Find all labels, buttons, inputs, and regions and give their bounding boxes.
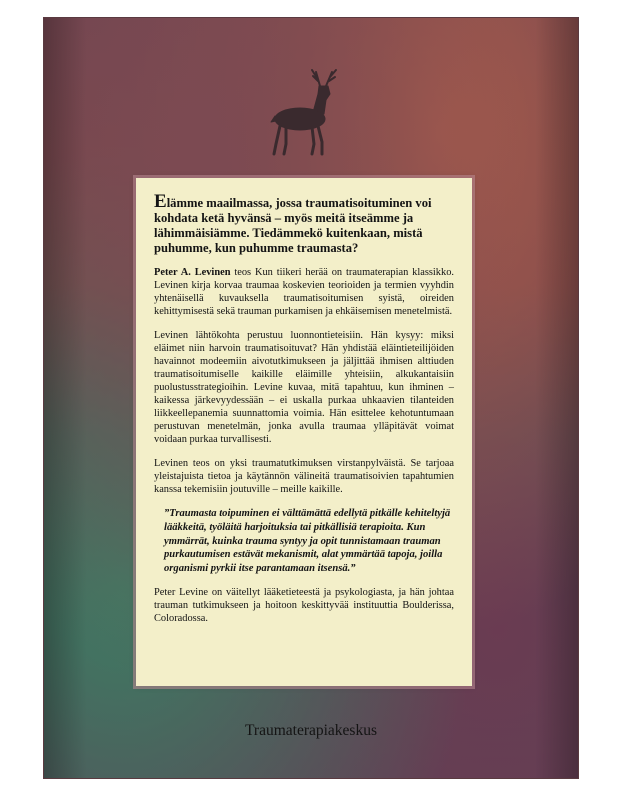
deer-icon [262,64,352,164]
book-back-cover [44,18,578,778]
intro-paragraph [154,266,454,318]
text-panel [136,178,472,686]
drop-cap: E [154,191,167,212]
intro-text: teos Kun tiikeri herää on traumaterapian klassikko. Levinen kirja korvaa traumaa koskevien teorioiden ja termien vyyhdin yhtenäisellä kuvauksella traumatisoitumisen syistä, oireiden kehittymisestä sekä trauman purkamisen ja ehkäisemisen menetelmistä. [154,267,454,318]
milestone-paragraph: Levinen teos on yksi traumatutkimuksen virstanpylväistä. Se tarjoaa yleistajuista tietoa ja käytännön välineitä traumatisoivien tapahtumien kanssa tekemisiin joutuville – meille kaikille. [154,458,454,496]
publisher-name: Traumaterapiakeskus [244,722,377,739]
lead-paragraph [154,192,454,256]
quote-paragraph: ”Traumasta toipuminen ei välttämättä edellytä pitkälle kehiteltyjä lääkkeitä, työläitä harjoituksia tai pitkällisiä terapioita. Kun ymmärrät, kuinka trauma syntyy ja opit tunnistamaan trauman purkautumisen estävät mekanismit, alat ymmärtää tapoja, joilla organismi pyrkii itse parantamaan itsensä.” [164,508,451,574]
approach-paragraph: Levinen lähtökohta perustuu luonnontieteisiin. Hän kysyy: miksi eläimet niin harvoin traumatisoituvat? Hän yhdistää eläintieteilijöiden havainnot modeemiin aivotutkimukseen ja jäljittää ihmisen alttiuden traumatisoitumiselle kaikille eläimille yhteisiin, alkukantaisiin puolustusstrategioihin. Levine kuvaa, mitä tapahtuu, kun ihminen – kaikessa järkevyydessään – ei uskalla purkaa uhkaavien tilanteiden liikkeellepanemia suunnattomia voimia. Hän esittelee kehotuntumaan perustuvan menetelmän, jonka avulla traumaa ylläpitävät voimat voidaan purkaa turvallisesti. [154,330,454,446]
author-name: Peter A. Levinen [154,267,231,279]
lead-text: lämme maailmassa, jossa traumatisoituminen voi kohdata ketä hyvänsä – myös meitä itseämme ja lähimmäisiämme. Tiedämmekö kuitenkaan, mistä puhumme, kun puhumme traumasta? [154,196,432,256]
author-bio-paragraph: Peter Levine on väitellyt lääketieteestä ja psykologiasta, ja hän johtaa trauman tutkimukseen ja hoitoon keskittyvää instituuttia Boulderissa, Coloradossa. [154,587,454,625]
